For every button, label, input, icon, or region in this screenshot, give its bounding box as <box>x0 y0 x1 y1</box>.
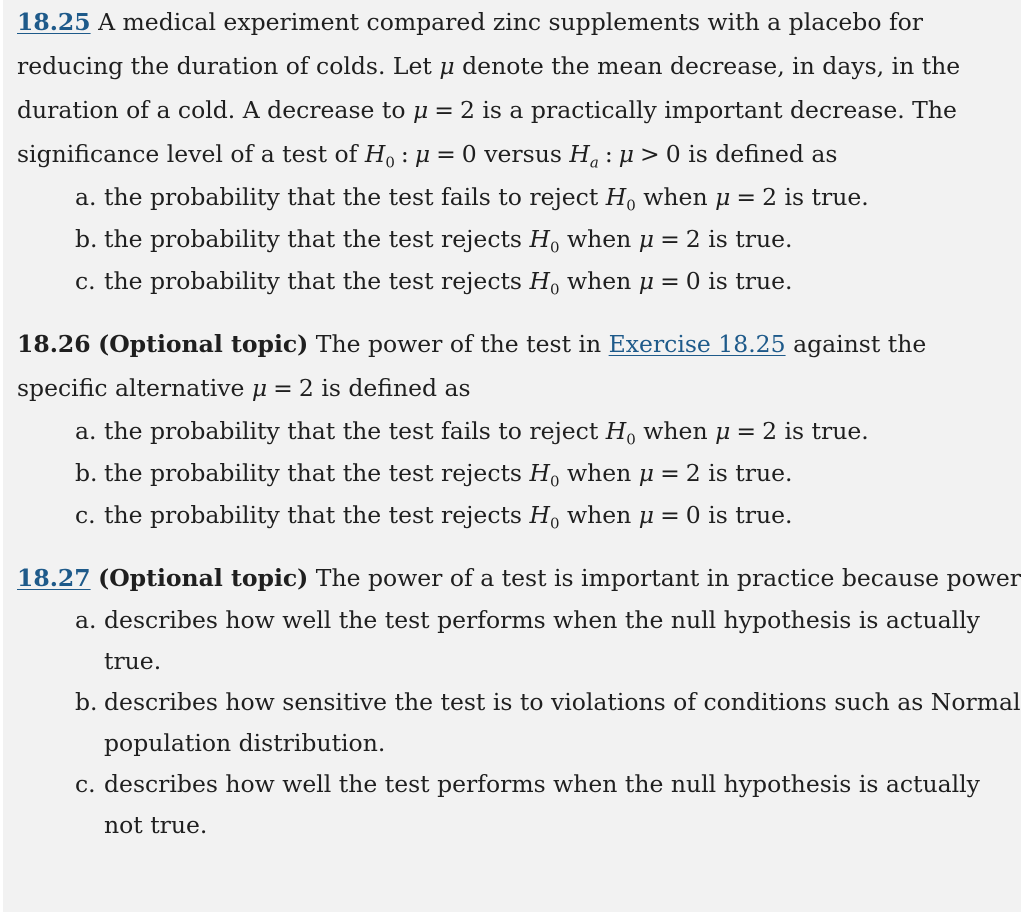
choice-a[interactable] <box>17 600 1021 682</box>
choice-letter: c. <box>75 267 96 295</box>
equals-sign: = <box>660 501 680 529</box>
choice-text: when <box>643 417 708 445</box>
h-symbol: H <box>529 225 550 253</box>
choice-text: describes how well the test performs when the null hypothesis is actually not true. <box>104 770 980 839</box>
choice-value: 2 <box>762 183 778 211</box>
choice-text: the probability that the test rejects <box>104 267 522 295</box>
exercise-18-25-link[interactable]: Exercise 18.25 <box>608 330 786 358</box>
choice-text: describes how well the test performs when the null hypothesis is actually true. <box>104 606 980 675</box>
choice-value: 0 <box>685 501 701 529</box>
choice-text: the probability that the test rejects <box>104 501 522 529</box>
stem-text: is a practically important decrease. The significance level of a test of <box>17 96 957 168</box>
value-two: 2 <box>298 374 314 402</box>
h-symbol: H <box>529 459 550 487</box>
equals-sign: = <box>436 140 456 168</box>
choice-text: is true. <box>708 267 793 295</box>
choice-list <box>17 176 1021 302</box>
choice-letter: c. <box>75 770 96 798</box>
stem-text: is defined as <box>321 374 471 402</box>
stem-text: The power of a test is important in practice because power <box>315 564 1021 592</box>
exercise-18-25-stem <box>17 0 1021 176</box>
mu-symbol: μ <box>638 501 655 529</box>
choice-a[interactable] <box>17 176 1021 218</box>
choice-text: is true. <box>708 225 793 253</box>
subscript-0: 0 <box>549 472 560 491</box>
stem-text: denote the mean decrease, in days, in the duration of a cold. A decrease to <box>17 52 961 124</box>
choice-list <box>17 410 1021 536</box>
stem-text: A medical experiment compared zinc supplements with a placebo for reducing the duration of colds. Let <box>17 8 924 80</box>
choice-text: the probability that the test fails to reject <box>104 417 599 445</box>
choice-text: describes how sensitive the test is to violations of conditions such as Normal population distribution. <box>104 688 1021 757</box>
choice-b[interactable] <box>17 682 1021 764</box>
equals-sign: = <box>660 225 680 253</box>
mu-symbol: μ <box>439 52 455 80</box>
choice-c[interactable] <box>17 494 1021 536</box>
equals-sign: = <box>434 96 454 124</box>
colon-sign: : <box>400 140 409 168</box>
subscript-0: 0 <box>549 514 560 533</box>
equals-sign: = <box>736 417 757 445</box>
choice-text: is true. <box>708 501 793 529</box>
equals-sign: = <box>736 183 757 211</box>
h-symbol: H <box>364 140 386 168</box>
equals-sign: = <box>273 374 293 402</box>
choice-text: is true. <box>784 417 869 445</box>
choice-letter: a. <box>75 183 97 211</box>
choice-text: when <box>567 267 632 295</box>
colon-sign: : <box>604 140 613 168</box>
optional-topic-label: (Optional topic) <box>98 564 309 592</box>
exercise-list <box>17 0 1021 846</box>
greater-than-sign: > <box>640 140 660 168</box>
choice-letter: a. <box>75 417 97 445</box>
optional-topic-label: (Optional topic) <box>98 330 309 358</box>
subscript-0: 0 <box>549 238 560 257</box>
equals-sign: = <box>660 459 680 487</box>
stem-text: The power of the test in <box>315 330 602 358</box>
choice-b[interactable] <box>17 452 1021 494</box>
mu-symbol: μ <box>715 183 731 211</box>
exercise-page <box>3 0 1021 912</box>
choice-text: is true. <box>708 459 793 487</box>
choice-list <box>17 600 1021 846</box>
subscript-0: 0 <box>549 280 560 299</box>
mu-symbol: μ <box>251 374 268 402</box>
choice-letter: b. <box>75 688 98 716</box>
choice-letter: a. <box>75 606 97 634</box>
choice-text: the probability that the test rejects <box>104 459 522 487</box>
choice-letter: c. <box>75 501 96 529</box>
exercise-18-26-stem <box>17 322 1021 410</box>
exercise-18-27 <box>17 556 1021 846</box>
choice-value: 2 <box>685 225 701 253</box>
stem-text: is defined as <box>688 140 838 168</box>
subscript-0: 0 <box>626 196 636 215</box>
h-symbol: H <box>569 140 590 168</box>
mu-symbol: μ <box>412 96 429 124</box>
choice-text: the probability that the test rejects <box>104 225 522 253</box>
exercise-18-27-number-link[interactable]: 18.27 <box>17 564 91 592</box>
subscript-0: 0 <box>626 430 636 449</box>
mu-symbol: μ <box>638 267 655 295</box>
choice-a[interactable] <box>17 410 1021 452</box>
h-symbol: H <box>605 183 627 211</box>
choice-text: when <box>643 183 708 211</box>
value-two: 2 <box>459 96 475 124</box>
exercise-18-25 <box>17 0 1021 302</box>
h-symbol: H <box>529 267 550 295</box>
choice-text: when <box>567 501 632 529</box>
h-symbol: H <box>605 417 627 445</box>
exercise-number: 18.26 <box>17 330 91 358</box>
choice-value: 2 <box>685 459 701 487</box>
subscript-0: 0 <box>385 153 395 172</box>
choice-letter: b. <box>75 459 98 487</box>
choice-value: 2 <box>762 417 778 445</box>
exercise-18-26 <box>17 322 1021 536</box>
choice-c[interactable] <box>17 260 1021 302</box>
h-symbol: H <box>529 501 550 529</box>
stem-text: against the specific alternative <box>17 330 927 402</box>
choice-text: is true. <box>784 183 869 211</box>
choice-value: 0 <box>685 267 701 295</box>
exercise-18-25-number-link[interactable]: 18.25 <box>17 8 91 36</box>
mu-symbol: μ <box>715 417 731 445</box>
choice-c[interactable] <box>17 764 1021 846</box>
choice-text: the probability that the test fails to reject <box>104 183 599 211</box>
choice-text: when <box>567 459 632 487</box>
mu-symbol: μ <box>414 140 431 168</box>
mu-symbol: μ <box>638 459 655 487</box>
choice-b[interactable] <box>17 218 1021 260</box>
value-zero: 0 <box>665 140 681 168</box>
value-zero: 0 <box>461 140 477 168</box>
equals-sign: = <box>660 267 680 295</box>
subscript-a: a <box>589 153 599 172</box>
exercise-18-27-stem <box>17 556 1021 600</box>
mu-symbol: μ <box>618 140 635 168</box>
stem-text: versus <box>484 140 562 168</box>
choice-text: when <box>567 225 632 253</box>
choice-letter: b. <box>75 225 98 253</box>
mu-symbol: μ <box>638 225 655 253</box>
